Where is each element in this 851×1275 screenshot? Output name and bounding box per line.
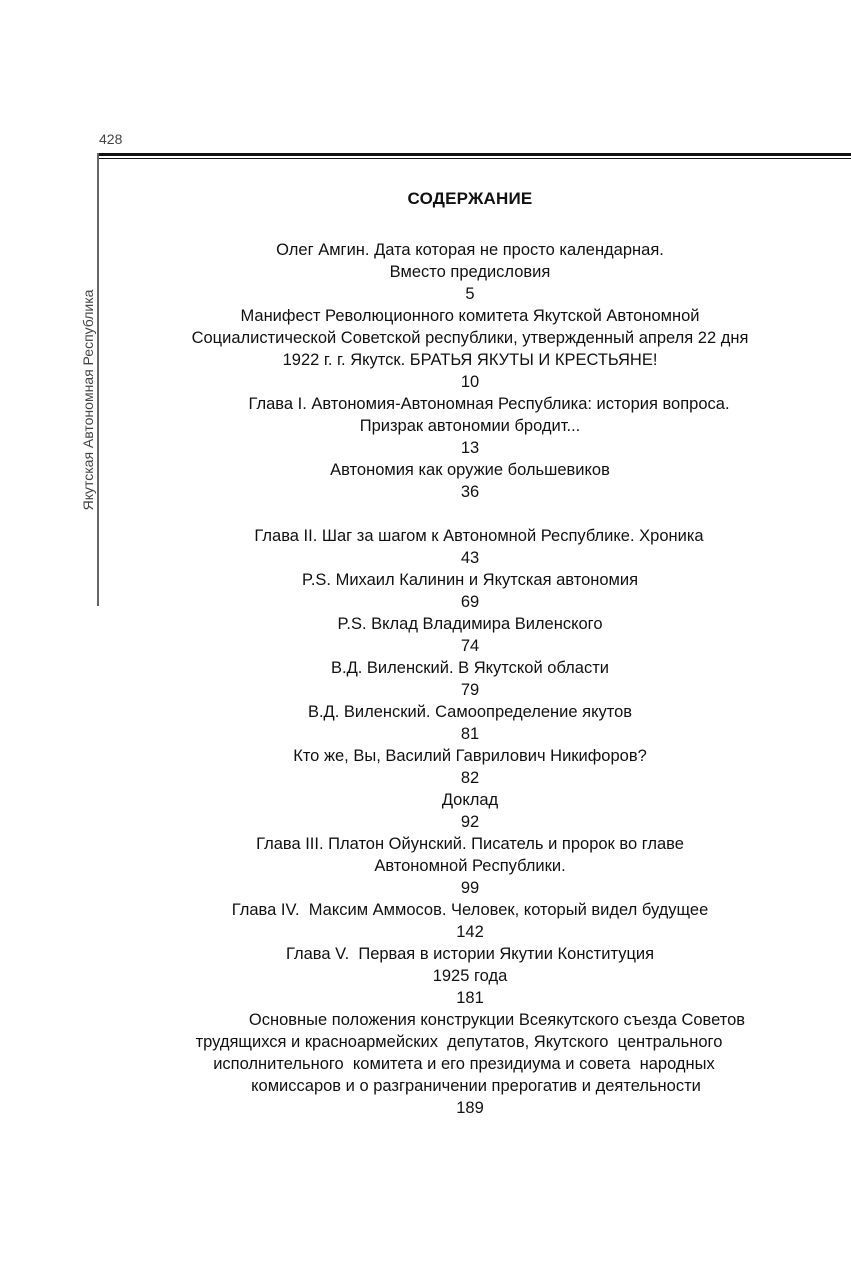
- toc-entry-title-line: Кто же, Вы, Василий Гаврилович Никифоров?: [293, 747, 647, 765]
- toc-entry-page-number: 5: [465, 285, 475, 303]
- toc-entry-title-line: Основные положения конструкции Всеякутского съезда Советов: [248, 1011, 746, 1029]
- top-rule-thick: [98, 153, 851, 156]
- toc-entry-title-line: Призрак автономии бродит...: [359, 417, 581, 435]
- toc-entry-title-line: Социалистической Советской республики, утвержденный апреля 22 дня: [191, 329, 749, 347]
- toc-entry-title-line: В.Д. Виленский. В Якутской области: [330, 659, 610, 677]
- toc-entry-title-line: Глава II. Шаг за шагом к Автономной Республике. Хроника: [254, 527, 704, 545]
- left-rule: [97, 153, 99, 606]
- toc-entry-page-number: 92: [460, 813, 480, 831]
- toc-entry[interactable]: [110, 569, 830, 613]
- toc-entry-title-line: Вместо предисловия: [389, 263, 551, 281]
- toc-entry-title-line: Глава III. Платон Ойунский. Писатель и пророк во главе: [256, 835, 684, 853]
- toc-entry[interactable]: [110, 613, 830, 657]
- toc-entry-title-line: исполнительного комитета и его президиума и совета народных: [213, 1055, 715, 1073]
- toc-entry[interactable]: [110, 305, 830, 393]
- toc-entry-page-number: 99: [460, 879, 480, 897]
- toc-entry[interactable]: [110, 745, 830, 789]
- toc-entry[interactable]: [110, 459, 830, 503]
- toc-entry-page-number: 81: [460, 725, 480, 743]
- toc-title: СОДЕРЖАНИЕ: [407, 189, 533, 208]
- toc-entry[interactable]: [110, 701, 830, 745]
- toc-entry-page-number: 36: [460, 483, 480, 501]
- toc-entry[interactable]: [110, 943, 830, 1009]
- toc-entry-title-line: Доклад: [441, 791, 499, 809]
- toc-entry-title-line: Глава I. Автономия-Автономная Республика: история вопроса.: [248, 395, 730, 413]
- toc-entry-title-line: Глава V. Первая в истории Якутии Конституция: [285, 945, 655, 963]
- toc-entry[interactable]: [110, 1009, 830, 1119]
- toc-entry-page-number: 79: [460, 681, 480, 699]
- toc-entry[interactable]: [110, 393, 830, 459]
- toc-entry-title-line: 1922 г. г. Якутск. БРАТЬЯ ЯКУТЫ И КРЕСТЬЯНЕ!: [282, 351, 658, 369]
- toc-entry[interactable]: [110, 657, 830, 701]
- toc-entry-title-line: 1925 года: [432, 967, 508, 985]
- toc-entry-page-number: 10: [460, 373, 480, 391]
- running-title: Якутская Автономная Республика: [80, 289, 96, 511]
- toc-entry-page-number: 74: [460, 637, 480, 655]
- toc-entry-title-line: Автономной Республики.: [374, 857, 566, 875]
- toc-entry-title-line: Олег Амгин. Дата которая не просто календарная.: [276, 241, 664, 259]
- toc-entry-title-line: P.S. Михаил Калинин и Якутская автономия: [301, 571, 639, 589]
- toc-entry-title-line: Автономия как оружие большевиков: [330, 461, 610, 479]
- toc-entry-page-number: 189: [456, 1099, 484, 1117]
- page-number: 428: [99, 131, 123, 147]
- toc-entry[interactable]: [110, 833, 830, 899]
- toc-entry[interactable]: [110, 239, 830, 305]
- table-of-contents: [110, 239, 830, 1119]
- toc-entry-title-line: комиссаров и о разграничении прерогатив и деятельности: [251, 1077, 701, 1095]
- toc-entry-page-number: 69: [460, 593, 480, 611]
- toc-entry-page-number: 13: [460, 439, 480, 457]
- toc-entry-title-line: Манифест Революционного комитета Якутской Автономной: [240, 307, 700, 325]
- toc-entry-page-number: 82: [460, 769, 480, 787]
- toc-entry[interactable]: [110, 899, 830, 943]
- top-rule-thin: [98, 158, 851, 159]
- toc-entry-page-number: 142: [456, 923, 484, 941]
- toc-spacer: [110, 503, 830, 525]
- toc-entry-page-number: 43: [460, 549, 480, 567]
- toc-entry-title-line: Глава IV. Максим Аммосов. Человек, который видел будущее: [231, 901, 709, 919]
- toc-entry[interactable]: [110, 525, 830, 569]
- toc-entry-title-line: В.Д. Виленский. Самоопределение якутов: [307, 703, 633, 721]
- toc-entry[interactable]: [110, 789, 830, 833]
- toc-entry-page-number: 181: [456, 989, 484, 1007]
- toc-entry-title-line: P.S. Вклад Владимира Виленского: [337, 615, 603, 633]
- toc-entry-title-line: трудящихся и красноармейских депутатов, Якутского центрального: [195, 1033, 723, 1051]
